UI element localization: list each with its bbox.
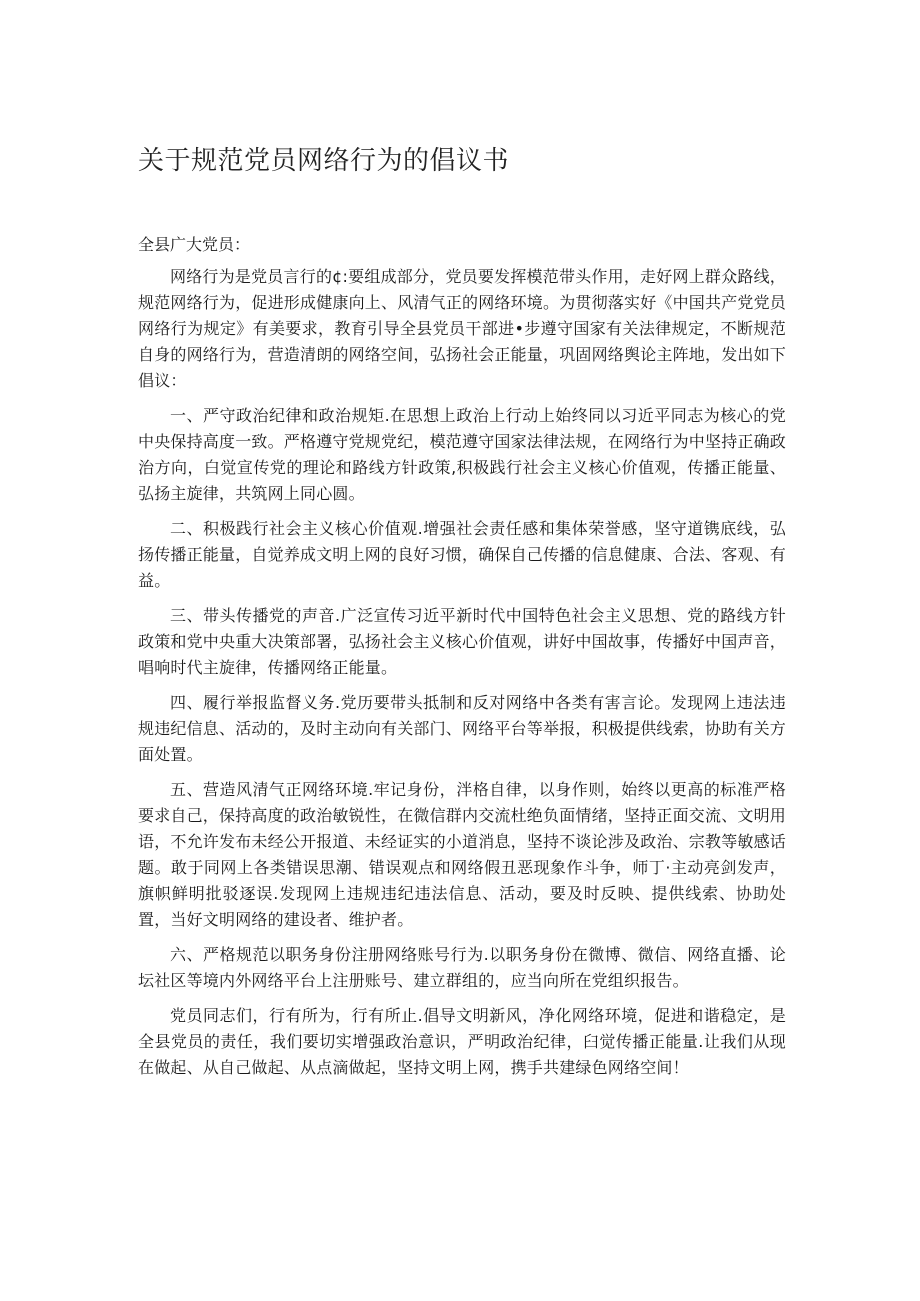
paragraph-item-1: 一、严守政治纪律和政治规矩.在思想上政治上行动上始终同以习近平同志为核心的党中央保持高度一致。严格遵守党规党纪，模范遵守国家法律法规，在网络行为中坚持正确政治方向，白觉宣传党的理论和路线方针政策,积极践行社会主义核心价值观，传播正能量、弘扬主旋律，共筑网上同心圆。	[138, 406, 787, 503]
paragraph-intro: 网络行为是党员言行的¢:要组成部分，党员要发挥模范带头作用，走好网上群众路线，规范网络行为，促进形成健康向上、风清气正的网络环境。为贯彻落实好《中国共产党党员网络行为规定》有美要求，教育引导全县党员干部进•步遵守国家有关法律规定，不断规范自身的网络行为，营造清朗的网络空间，弘扬社会正能量，巩固网络舆论主阵地，发出如下倡议：	[138, 267, 787, 390]
paragraph-item-4: 四、履行举报监督义务.党历要带头抵制和反对网络中各类有害言论。发现网上违法违规违纪信息、活动的，及时主动向有关部门、网络平台等举报，积极提供线索，协助有关方面处置。	[138, 693, 787, 764]
paragraph-item-5: 五、营造风清气正网络环境.牢记身份，泮格自律，以身作则，始终以更高的标准严格要求自己，保持高度的政治敏锐性，在微信群内交流杜绝负面情绪，坚持正面交流、文明用语，不允许发布未经公开报道、未经证实的小道消息，坚持不谈论涉及政治、宗教等敏感话题。敢于同网上各类错误思潮、错误观点和网络假丑恶现象作斗争，师丁·主动亮剑发声，旗帜鲜明批驳逐误.发现网上违规违纪违法信息、活动，要及时反映、提供线索、协助处置，当好文明网络的建设者、维护者。	[138, 780, 787, 929]
document-title: 关于规范党员网络行为的倡议书	[138, 146, 510, 176]
salutation: 全县广大党员：	[138, 235, 251, 254]
paragraph-closing: 党员同志们，行有所为，行有所止.倡导文明新风，净化网络环境，促进和谐稳定，是全县党员的责任，我们要切实增强政治意识，严明政治纪律，臼觉传播正能量.让我们从现在做起、从自己做起、从点滴做起，坚持文明上网，携手共建绿色网络空间！	[138, 1006, 786, 1077]
paragraph-item-6: 六、严格规范以职务身份注册网络账号行为.以职务身份在微博、微信、网络直播、论坛社区等境内外网络平台上注册账号、建立群组的，应当向所在党组织报告。	[138, 945, 786, 990]
paragraph-item-3: 三、带头传播党的声音.广泛宣传习近平新时代中国特色社会主义思想、党的路线方针政策和党中央重大决策部署，弘扬社会主义核心价值观，讲好中国故事，传播好中国声音，唱响时代主旋律，传播网络正能量。	[138, 606, 787, 677]
paragraph-item-2: 二、积极践行社会主义核心价值观.增强社会责任感和集体荣誉感，坚守道镌底线，弘扬传播正能量，自觉养成文明上网的良好习惯，确保自己传播的信息健康、合法、客观、有益。	[138, 519, 787, 590]
document-body	[138, 232, 786, 1090]
